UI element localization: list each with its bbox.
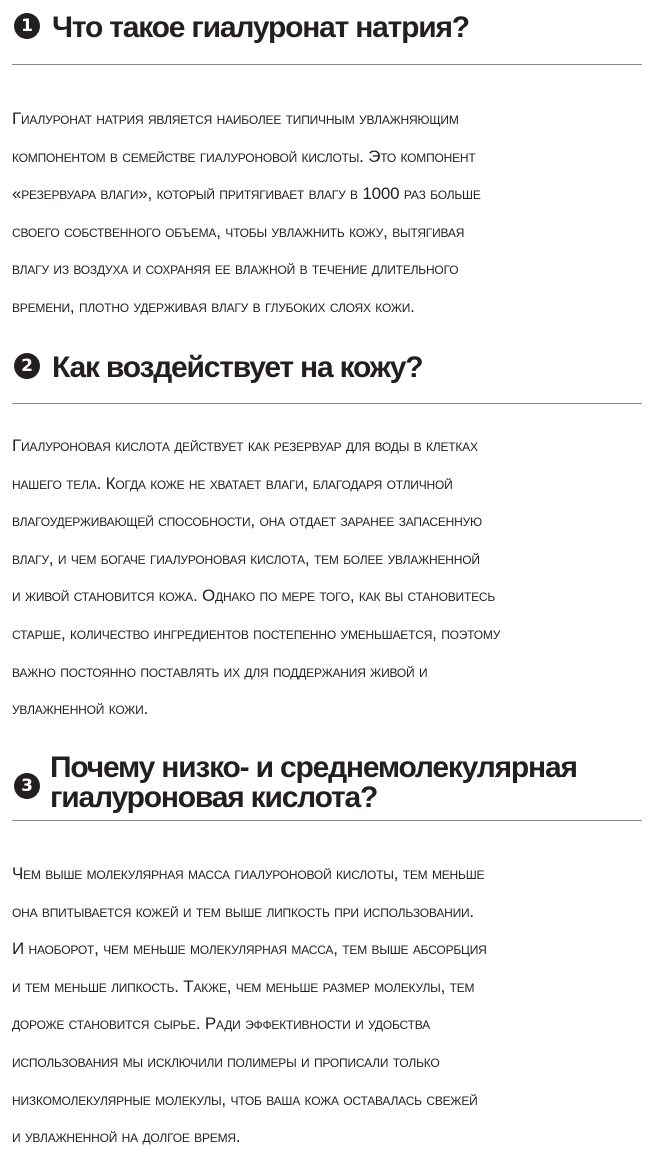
body-line: времени, плотно удерживая влагу в глубоких слоях кожи. bbox=[12, 296, 415, 316]
body-line: она впитывается кожей и тем выше липкость при использовании. bbox=[12, 901, 474, 921]
body-line: старше, количество ингредиентов постепенно уменьшается, поэтому bbox=[12, 623, 501, 643]
section-2-title bbox=[52, 353, 422, 383]
section-3-heading bbox=[14, 753, 642, 813]
section-2-title-line: Как воздействует на кожу? bbox=[52, 351, 423, 384]
body-line: Гиалуронат натрия является наиболее типичным увлажняющим bbox=[12, 109, 459, 128]
body-line: низкомолекулярные молекулы, чтоб ваша кожа оставалась свежей bbox=[12, 1089, 478, 1109]
section-2-body bbox=[12, 427, 642, 728]
section-3-divider bbox=[12, 820, 642, 821]
body-line: «резервуара влаги», который притягивает влагу в 1000 раз больше bbox=[12, 184, 481, 204]
body-line: влагоудерживающей способности, она отдает заранее запасенную bbox=[12, 511, 482, 531]
body-line: и увлажненной на долгое время. bbox=[12, 1127, 241, 1147]
section-3-number-badge: 3 bbox=[14, 773, 40, 799]
section-1-title-line: Что такое гиалуронат натрия? bbox=[52, 11, 469, 44]
body-line: увлажненной кожи. bbox=[12, 699, 149, 719]
body-line: своего собственного объема, чтобы увлажнить кожу, вытягивая bbox=[12, 221, 465, 241]
body-line: И наоборот, чем меньше молекулярная масса, тем выше абсорбция bbox=[12, 939, 487, 959]
section-3-body bbox=[12, 855, 642, 1156]
body-line: компонентом в семействе гиалуроновой кислоты. Это компонент bbox=[12, 146, 476, 166]
section-1-divider bbox=[12, 64, 642, 65]
section-1-number-badge: 1 bbox=[14, 13, 40, 39]
section-3-title bbox=[50, 753, 577, 813]
section-3-title-line: гиалуроновая кислота? bbox=[50, 781, 378, 814]
body-line: дороже становится сырье. Ради эффективности и удобства bbox=[12, 1014, 430, 1034]
section-1-title bbox=[52, 13, 469, 43]
body-line: влагу, и чем богаче гиалуроновая кислота, тем более увлажненной bbox=[12, 548, 480, 568]
body-line: важно постоянно поставлять их для поддержания живой и bbox=[12, 661, 428, 681]
section-2-number-badge: 2 bbox=[14, 353, 40, 379]
body-line: Чем выше молекулярная масса гиалуроновой кислоты, тем меньше bbox=[12, 864, 485, 883]
body-line: и тем меньше липкость. Также, чем меньше размер молекулы, тем bbox=[12, 976, 475, 996]
body-line: и живой становится кожа. Однако по мере того, как вы становитесь bbox=[12, 586, 496, 606]
section-2-divider bbox=[12, 403, 642, 404]
body-line: использования мы исключили полимеры и прописали только bbox=[12, 1051, 440, 1071]
body-line: влагу из воздуха и сохраняя ее влажной в течение длительного bbox=[12, 259, 459, 279]
section-3-title-line: Почему низко- и среднемолекулярная bbox=[50, 751, 577, 784]
section-2-heading bbox=[14, 353, 642, 383]
body-line: Гиалуроновая кислота действует как резервуар для воды в клетках bbox=[12, 436, 478, 455]
section-1-heading bbox=[14, 13, 642, 43]
section-1-body bbox=[12, 100, 642, 326]
body-line: нашего тела. Когда коже не хватает влаги, благодаря отличной bbox=[12, 473, 453, 493]
